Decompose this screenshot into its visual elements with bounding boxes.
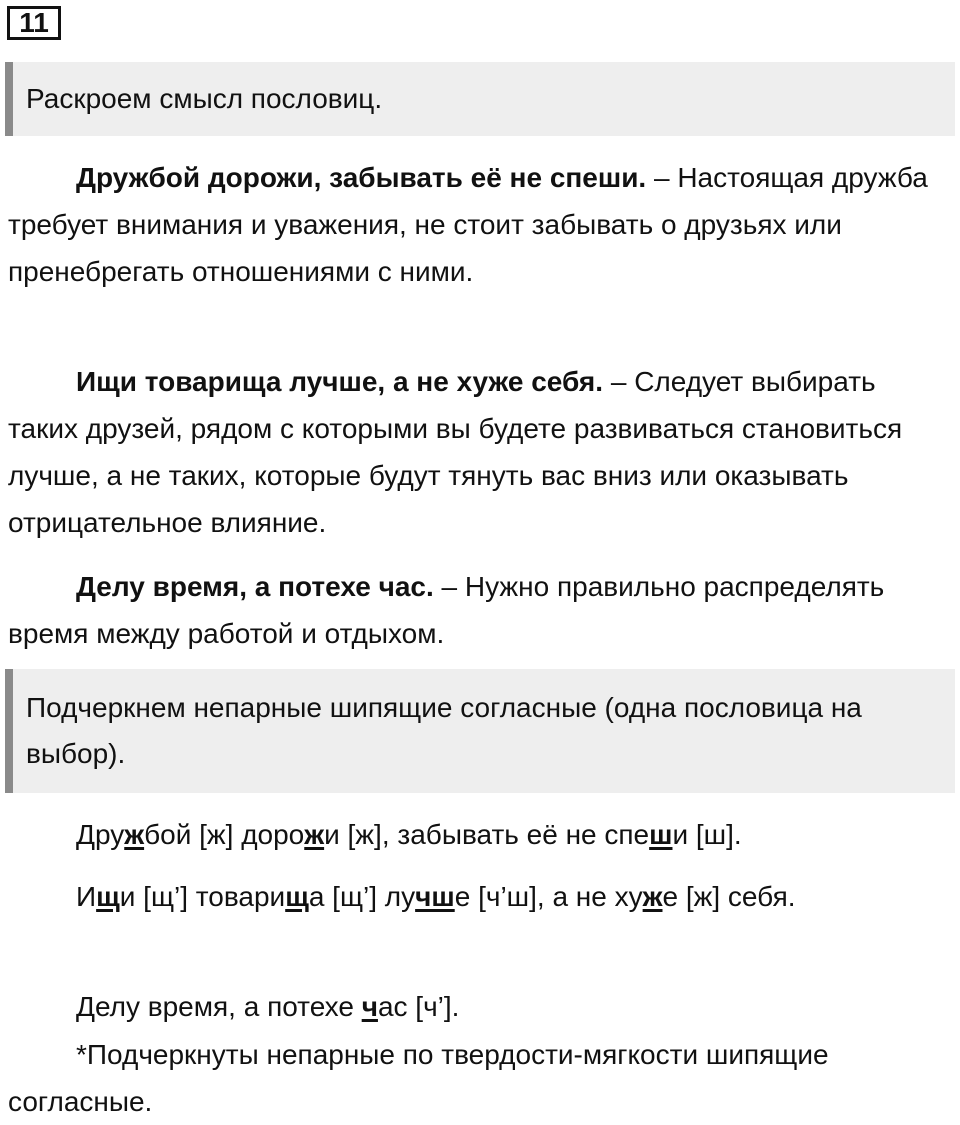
analysis-line-2 — [8, 873, 953, 920]
underlined-consonant: щ — [96, 881, 120, 912]
text-segment: е [ж] себя. — [662, 881, 796, 912]
instruction-text-2: Подчеркнем непарные шипящие согласные (одна пословица на выбор). — [26, 692, 862, 769]
analysis-line-3 — [8, 983, 953, 1030]
text-segment: и [щ’] товари — [119, 881, 286, 912]
underlined-consonant: ж — [642, 881, 663, 912]
instruction-text-1: Раскроем смысл пословиц. — [26, 83, 383, 114]
instruction-callout-2 — [5, 669, 955, 793]
text-segment: е [ч’ш], а не ху — [454, 881, 643, 912]
text-segment: Делу время, а потехе — [76, 991, 362, 1022]
text-segment: и [ж], забывать её не спе — [324, 819, 650, 850]
underlined-consonant: ш — [649, 819, 673, 850]
proverb-explanation-1: – Настоящая дружба требует внимания и уважения, не стоит забывать о друзьях или пренебрегать отношениями с ними. — [8, 162, 928, 287]
underlined-consonant: щ — [285, 881, 309, 912]
text-segment: и [ш]. — [672, 819, 742, 850]
analysis-line-1 — [8, 811, 953, 858]
underlined-consonant: ч — [361, 991, 378, 1022]
task-number-box — [7, 6, 61, 40]
text-segment: И — [76, 881, 97, 912]
proverb-title-3: Делу время, а потехе час. — [76, 571, 434, 602]
analysis-note — [8, 1031, 953, 1125]
text-segment: а [щ’] лу — [308, 881, 416, 912]
underlined-consonant: чш — [415, 881, 455, 912]
proverb-paragraph-2 — [8, 358, 953, 546]
text-segment: бой [ж] доро — [144, 819, 305, 850]
instruction-callout-1 — [5, 62, 955, 136]
underlined-consonant: ж — [304, 819, 325, 850]
underlined-consonant: ж — [124, 819, 145, 850]
text-segment: ас [ч’]. — [377, 991, 460, 1022]
proverb-title-1: Дружбой дорожи, забывать её не спеши. — [76, 162, 647, 193]
proverb-paragraph-1 — [8, 154, 953, 295]
proverb-explanation-2: – Следует выбирать таких друзей, рядом с которыми вы будете развиваться становиться лучше, а не таких, которые будут тянуть вас вниз или оказывать отрицательное влияние. — [8, 366, 903, 538]
text-segment: Дру — [76, 819, 125, 850]
proverb-explanation-3: – Нужно правильно распределять время между работой и отдыхом. — [8, 571, 885, 649]
note-text: *Подчеркнуты непарные по твердости-мягкости шипящие согласные. — [8, 1039, 829, 1117]
proverb-paragraph-3 — [8, 563, 953, 657]
task-number: 11 — [19, 7, 49, 38]
proverb-title-2: Ищи товарища лучше, а не хуже себя. — [76, 366, 604, 397]
